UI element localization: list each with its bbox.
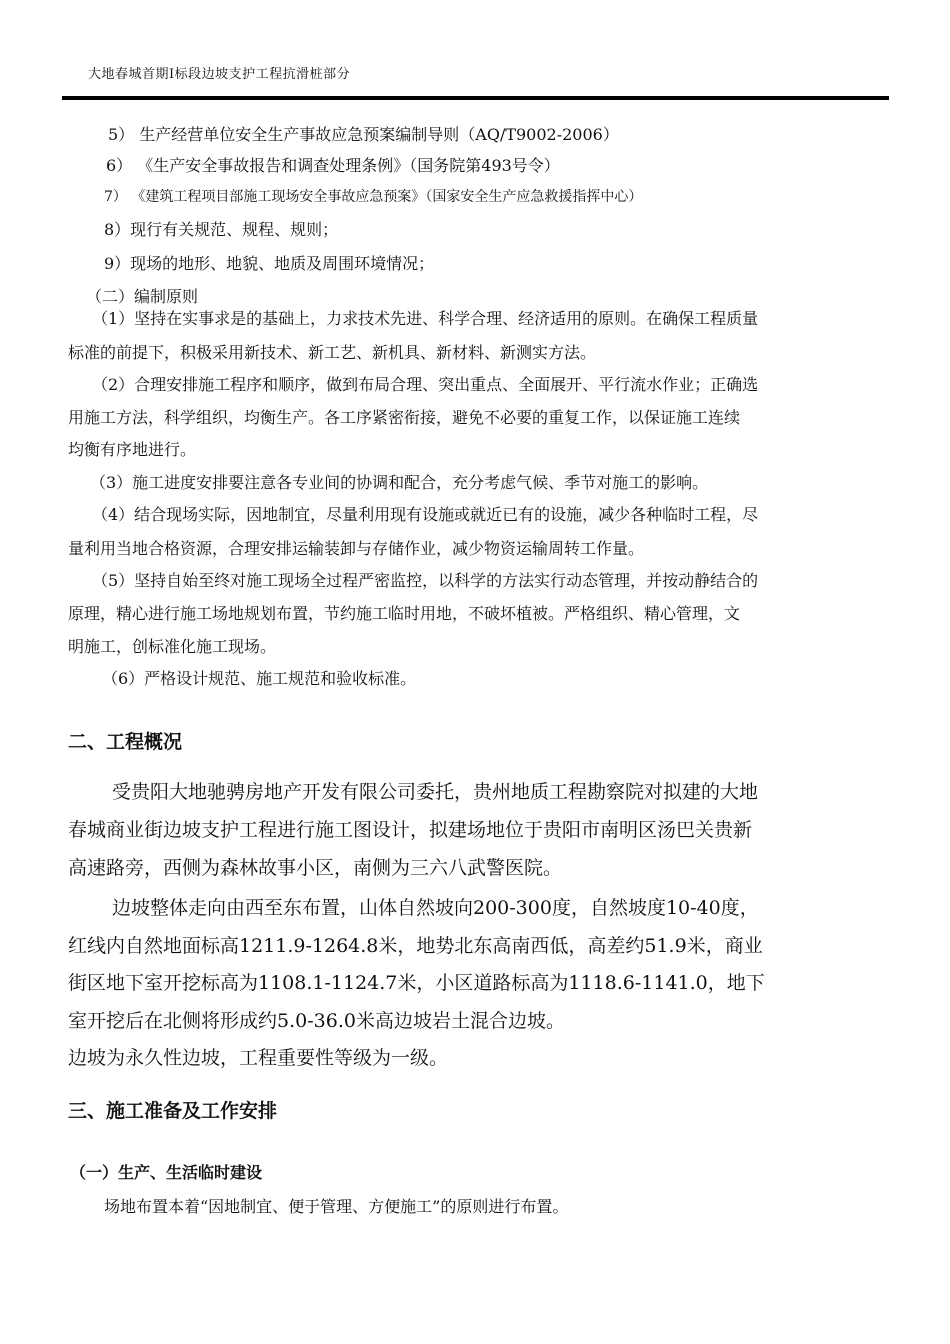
page-header: 大地春城首期Ⅰ标段边坡支护工程抗滑桩部分 [88, 67, 351, 82]
header-rule [62, 96, 889, 100]
overview-p1-line-1: 受贵阳大地驰骋房地产开发有限公司委托，贵州地质工程勘察院对拟建的大地 [112, 781, 759, 803]
overview-p1-line-2: 春城商业街边坡支护工程进行施工图设计，拟建场地位于贵阳市南明区汤巴关贵新 [68, 819, 753, 841]
principle-3-line-1: （3）施工进度安排要注意各专业间的协调和配合，充分考虑气候、季节对施工的影响。 [90, 473, 709, 492]
principle-5-line-3: 明施工，创标准化施工现场。 [68, 637, 277, 656]
basis-item-7: 7） 《建筑工程项目部施工现场安全事故应急预案》（国家安全生产应急救援指挥中心） [104, 189, 643, 205]
principle-4-line-1: （4）结合现场实际，因地制宜，尽量利用现有设施或就近已有的设施，减少各种临时工程，尽 [92, 505, 759, 524]
overview-p2-line-2: 红线内自然地面标高1211.9-1264.8米，地势北东高南西低，高差约51.9米，商业 [68, 935, 763, 957]
overview-p2-line-1: 边坡整体走向由西至东布置，山体自然坡向200-300度，自然坡度10-40度， [112, 897, 759, 919]
principle-2-line-2: 用施工方法，科学组织，均衡生产。各工序紧密衔接，避免不必要的重复工作，以保证施工连续 [68, 408, 741, 427]
overview-p1-line-3: 高速路旁，西侧为森林故事小区，南侧为三六八武警医院。 [68, 857, 563, 879]
principle-1-line-2: 标准的前提下，积极采用新技术、新工艺、新机具、新材料、新测实方法。 [68, 343, 597, 362]
overview-p2-line-3: 街区地下室开挖标高为1108.1-1124.7米，小区道路标高为1118.6-1141.0，地下 [68, 972, 765, 994]
prep-text: 场地布置本着“因地制宜、便于管理、方便施工”的原则进行布置。 [104, 1197, 569, 1216]
principle-6-line-1: （6）严格设计规范、施工规范和验收标准。 [102, 669, 417, 688]
prep-heading: 三、施工准备及工作安排 [68, 1100, 278, 1122]
principle-2-line-3: 均衡有序地进行。 [68, 440, 197, 459]
overview-p2-line-4: 室开挖后在北侧将形成约5.0-36.0米高边坡岩土混合边坡。 [68, 1010, 565, 1032]
basis-item-9: 9）现场的地形、地貌、地质及周围环境情况； [104, 254, 435, 273]
principle-2-line-1: （2）合理安排施工程序和顺序，做到布局合理、突出重点、全面展开、平行流水作业；正确选 [92, 375, 759, 394]
principle-4-line-2: 量利用当地合格资源，合理安排运输装卸与存储作业，减少物资运输周转工作量。 [68, 539, 645, 558]
principle-5-line-1: （5）坚持自始至终对施工现场全过程严密监控，以科学的方法实行动态管理，并按动静结合的 [92, 571, 759, 590]
basis-item-6: 6） 《生产安全事故报告和调查处理条例》（国务院第493号令） [106, 156, 560, 175]
basis-item-5: 5） 生产经营单位安全生产事故应急预案编制导则（AQ/T9002-2006） [108, 125, 619, 144]
principle-1-line-1: （1）坚持在实事求是的基础上，力求技术先进、科学合理、经济适用的原则。在确保工程质量 [92, 309, 759, 328]
principle-5-line-2: 原理，精心进行施工场地规划布置，节约施工临时用地，不破坏植被。严格组织、精心管理，文 [68, 604, 741, 623]
principles-heading: （二）编制原则 [86, 287, 199, 306]
overview-p3-line-1: 边坡为永久性边坡，工程重要性等级为一级。 [68, 1047, 449, 1069]
overview-heading: 二、工程概况 [68, 731, 183, 753]
basis-item-8: 8）现行有关规范、规程、规则； [104, 220, 339, 239]
prep-subheading: （一）生产、生活临时建设 [70, 1163, 263, 1182]
